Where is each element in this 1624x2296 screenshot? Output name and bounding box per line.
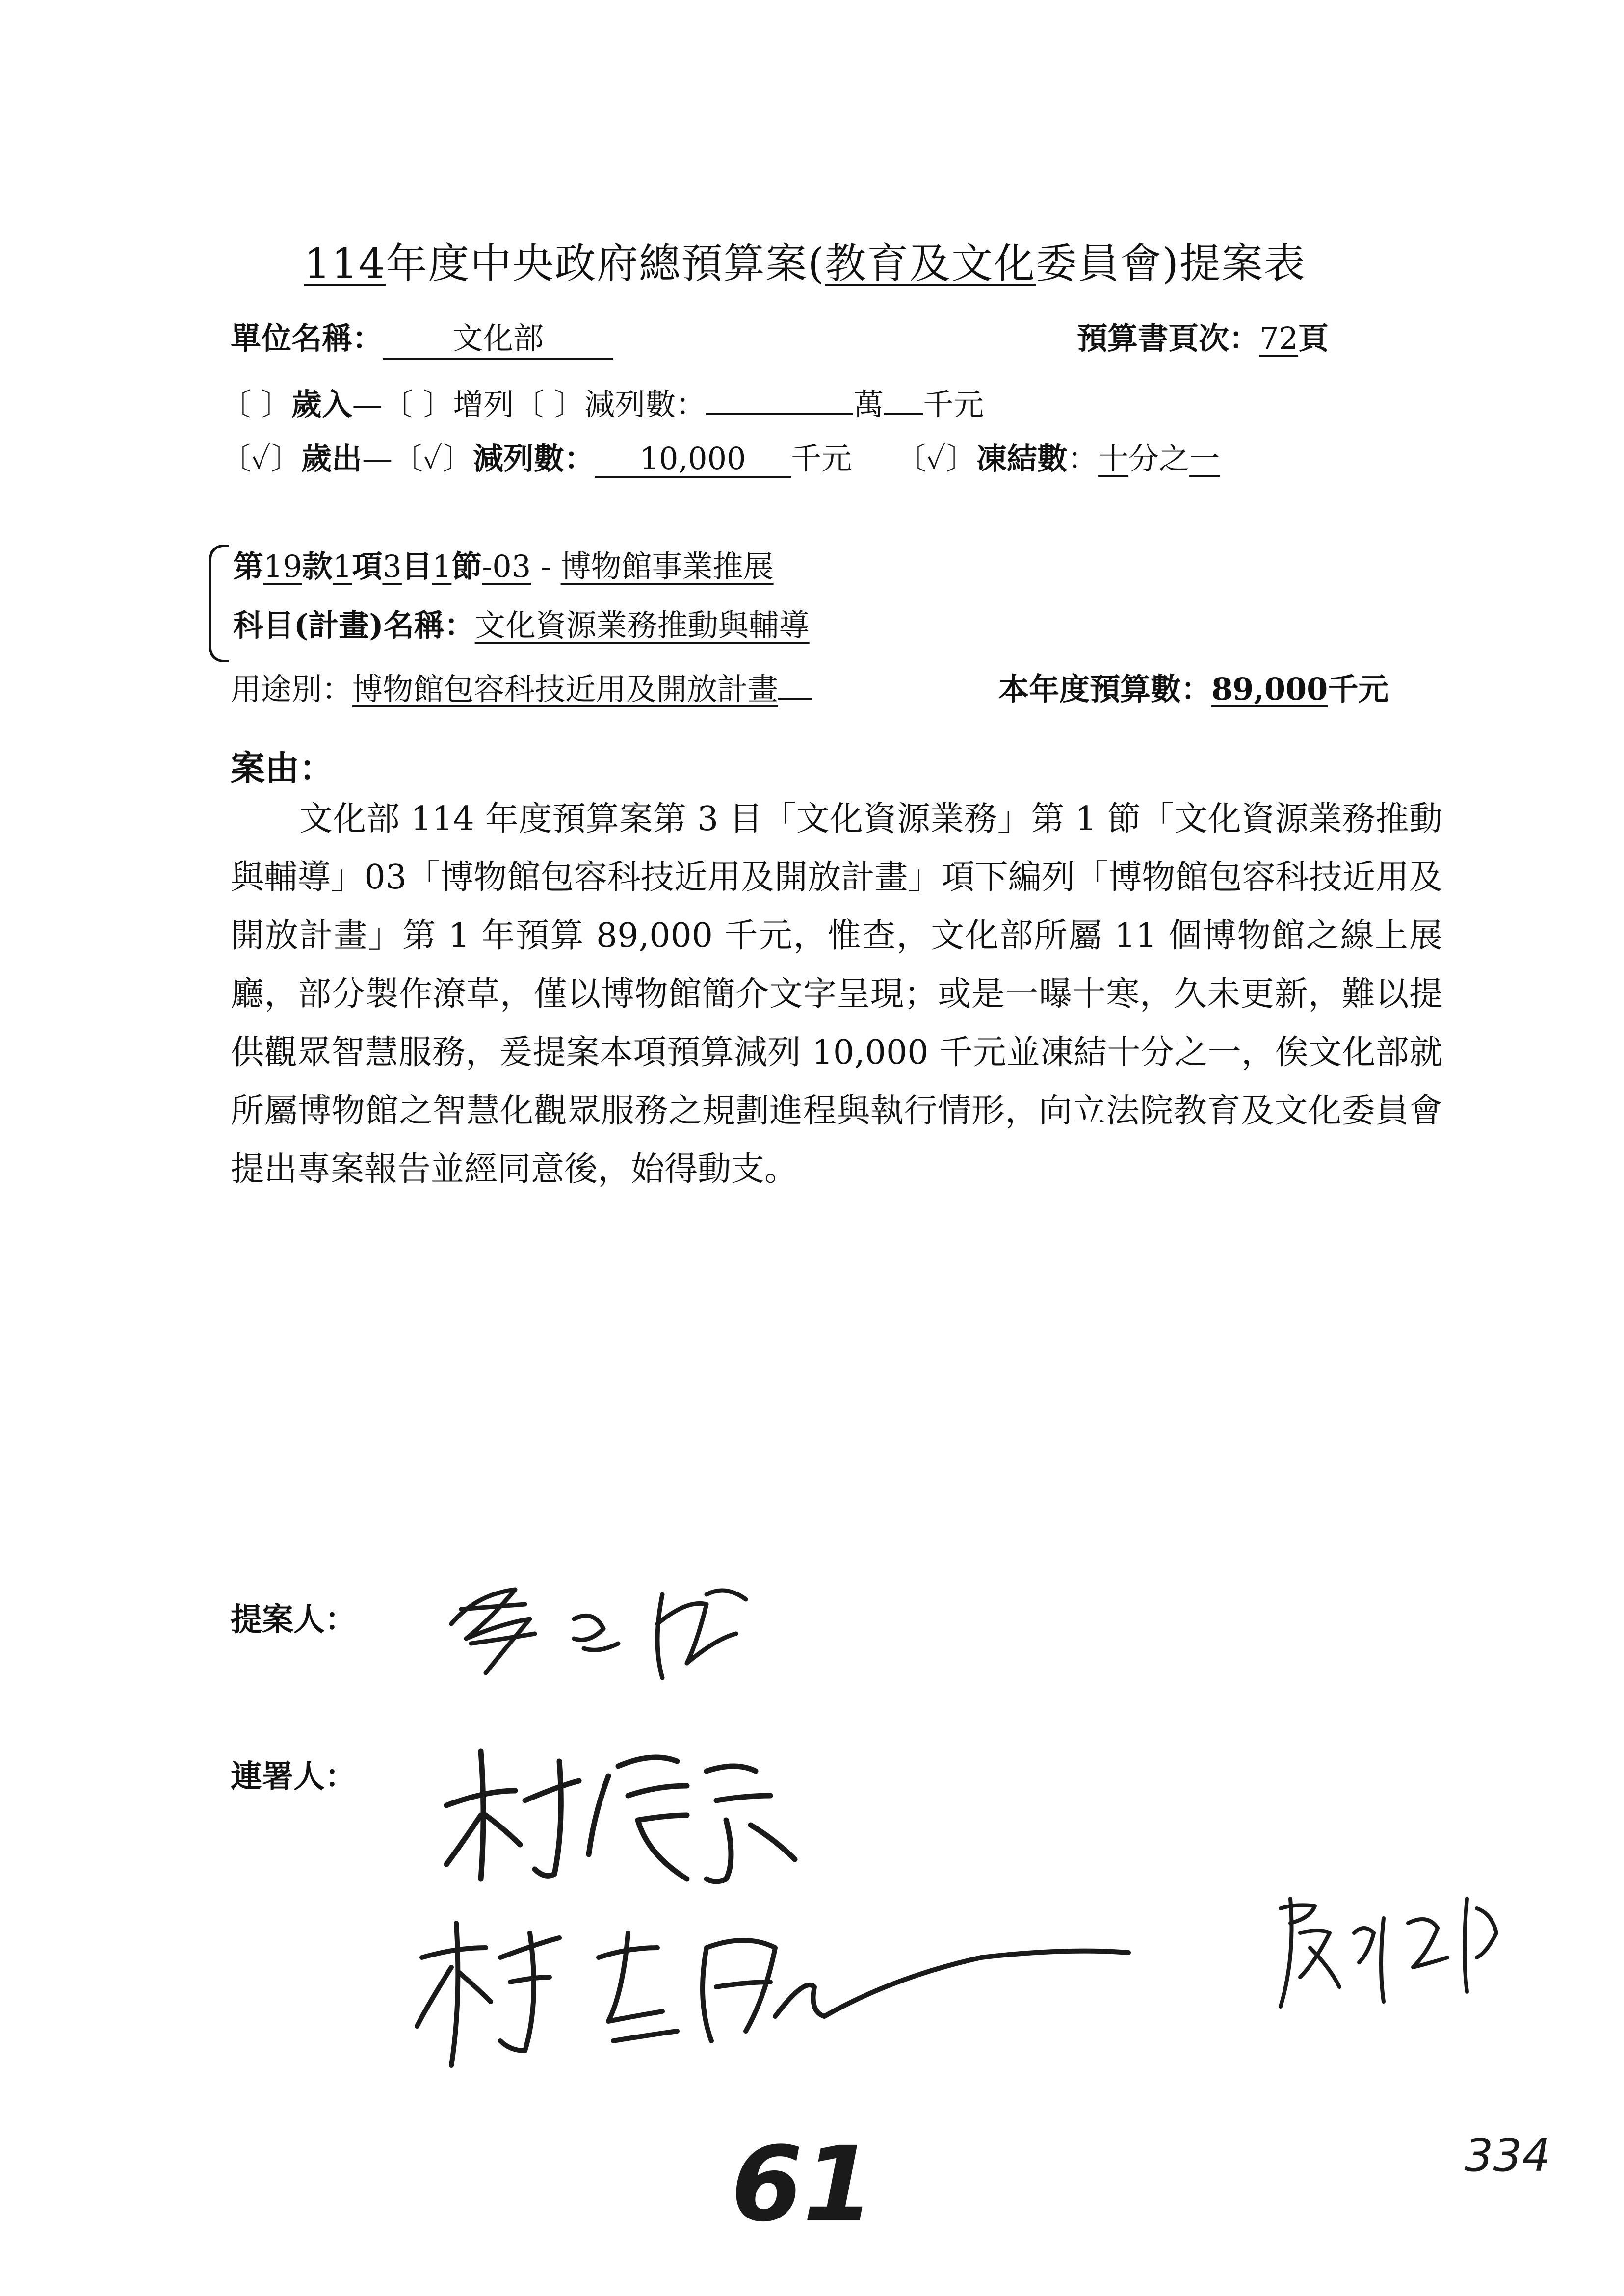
cosigner-label: 連署人： <box>231 1758 356 1795</box>
revenue-label: 歲入 <box>291 387 352 422</box>
revenue-decrease-label: 減列數： <box>584 387 707 422</box>
cut-checkbox: 〔✓〕 <box>393 441 473 476</box>
title-pre: 年度中央政府總預算案( <box>386 239 825 287</box>
unit-row <box>231 314 613 360</box>
expenditure-row <box>221 434 1220 478</box>
usage-label: 用途別： <box>231 671 353 707</box>
revenue-unit-wan: 萬 <box>853 387 884 422</box>
title-committee: 教育及文化 <box>825 239 1036 287</box>
section-mu-num: 3 <box>382 548 402 584</box>
page-ref <box>1077 314 1329 358</box>
page-value: 72 <box>1259 320 1298 356</box>
unit-label: 單位名稱： <box>231 320 383 356</box>
section-kuan: 款 <box>302 548 333 584</box>
cosigner-signature-3 <box>1261 1879 1516 2026</box>
section-di: 第 <box>233 548 264 584</box>
revenue-row <box>221 380 984 424</box>
revenue-k-blank <box>884 413 923 415</box>
unit-value-field <box>383 314 613 360</box>
freeze-numerator: 十 <box>1098 441 1129 476</box>
cut-unit: 千元 <box>791 441 852 476</box>
freeze-colon: ： <box>1068 441 1099 476</box>
title-post: 委員會)提案表 <box>1036 239 1306 287</box>
budget-unit: 千元 <box>1328 671 1389 707</box>
subject-value: 文化資源業務推動與輔導 <box>474 607 810 643</box>
revenue-increase-label: 增列 <box>453 387 514 422</box>
form-title <box>304 231 1306 290</box>
usage-row <box>231 665 812 708</box>
section-name: 博物館事業推展 <box>560 548 774 584</box>
cosigner-signature-2 <box>402 1904 1138 2080</box>
section-jie-num: 1 <box>432 548 452 584</box>
budget-value: 89,000 <box>1211 671 1328 707</box>
section-xiang: 項 <box>352 548 383 584</box>
section-brace <box>209 545 229 662</box>
unit-value: 文化部 <box>452 320 544 356</box>
section-row <box>233 542 774 586</box>
reason-text: 文化部 114 年度預算案第 3 目「文化資源業務」第 1 節「文化資源業務推動與輔導」03「博物館包容科技近用及開放計畫」項下編列「博物館包容科技近用及開放計畫」第 1 年預算 89,000 千元，惟查，文化部所屬 11 個博物館之線上展廳，部分製作潦草，僅以博物館簡介文字呈現；或是一曝十寒，久未更新，難以提供觀眾智慧服務，爰提案本項預算減列 10,000 千元並凍結十分之一，俟文化部就所屬博物館之智慧化觀眾服務之規劃進程與執行情形，向立法院教育及文化委員會提出專案報告並經同意後，始得動支。 <box>231 800 1442 1189</box>
section-kuan-num: 19 <box>263 548 302 584</box>
usage-value: 博物館包容科技近用及開放計畫 <box>352 671 779 707</box>
expenditure-dash: — <box>362 441 393 476</box>
cut-label: 減列數： <box>473 441 595 476</box>
freeze-checkbox: 〔✓〕 <box>896 441 977 476</box>
freeze-middle: 分之 <box>1128 441 1190 476</box>
section-jie: 節 <box>451 548 482 584</box>
page-unit: 頁 <box>1298 320 1329 356</box>
freeze-denominator: 一 <box>1189 441 1220 476</box>
page-label: 預算書頁次： <box>1077 320 1260 356</box>
cut-value-field <box>595 441 791 478</box>
proposer-signature <box>432 1565 775 1693</box>
budget-label: 本年度預算數： <box>998 671 1212 707</box>
section-mu: 目 <box>401 548 432 584</box>
revenue-increase-checkbox: 〔 〕 <box>382 387 453 422</box>
subject-label: 科目(計畫)名稱： <box>233 607 475 643</box>
title-year: 114 <box>304 239 386 287</box>
expenditure-checkbox: 〔✓〕 <box>221 441 301 476</box>
revenue-dash: — <box>352 387 383 422</box>
revenue-unit-k: 千元 <box>923 387 984 422</box>
section-xiang-num: 1 <box>332 548 352 584</box>
revenue-checkbox: 〔 〕 <box>221 387 291 422</box>
handwritten-doc-page: 334 <box>1465 2129 1551 2182</box>
section-code: -03 <box>482 548 531 584</box>
revenue-decrease-checkbox: 〔 〕 <box>514 387 585 422</box>
section-dash: - <box>531 548 561 584</box>
handwritten-page-number: 61 <box>731 2124 875 2244</box>
usage-blank <box>778 698 812 700</box>
subject-row <box>233 601 810 645</box>
freeze-label: 凍結數 <box>976 441 1068 476</box>
revenue-amount-blank <box>706 413 853 415</box>
reason-label: 案由： <box>231 748 334 788</box>
proposer-label: 提案人： <box>231 1601 356 1638</box>
cut-value: 10,000 <box>639 441 746 476</box>
cosigner-signature-1 <box>432 1732 824 1894</box>
budget-amount <box>998 665 1388 708</box>
expenditure-label: 歲出 <box>301 441 363 476</box>
